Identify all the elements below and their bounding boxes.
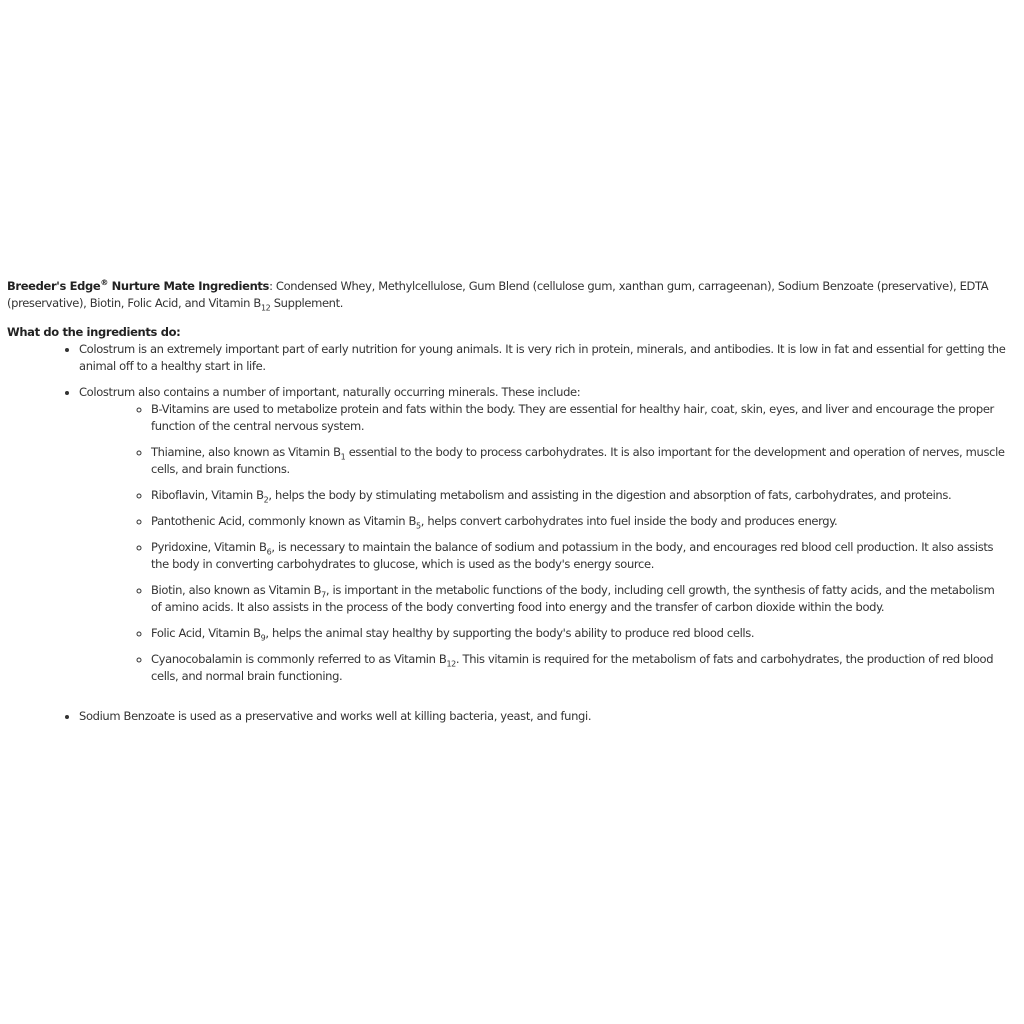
sublist-item-folic-acid <box>151 625 1007 642</box>
sublist-item-text: , helps convert carbohydrates into fuel inside the body and produces energy. <box>420 514 838 528</box>
sublist-item-text: essential to the body to process carbohydrates. It is also important for the development and operation of nerves, muscle cells, and brain functions. <box>151 445 1005 476</box>
sublist-item-riboflavin <box>151 487 1007 504</box>
list-item-colostrum <box>79 341 1007 375</box>
ingredients-list-end: Supplement. <box>270 296 344 310</box>
sublist-item-text: , is necessary to maintain the balance of sodium and potassium in the body, and encourages red blood cell production. It also assists the body in converting carbohydrates to glucose, which is used as the body's energy source. <box>151 540 994 571</box>
sublist-item-text: . This vitamin is required for the metabolism of fats and carbohydrates, the production of red blood cells, and normal brain functioning. <box>151 652 994 683</box>
vitamin-subscript: 2 <box>263 495 269 505</box>
sublist-item-text: Thiamine, also known as Vitamin B <box>151 445 341 459</box>
list-item-text: Colostrum also contains a number of important, naturally occurring minerals. These include: <box>79 385 581 399</box>
vitamin-subscript: 5 <box>416 521 421 531</box>
sublist-item-text: Cyanocobalamin is commonly referred to as Vitamin B <box>151 652 447 666</box>
ingredients-paragraph <box>7 278 1007 312</box>
sublist-item-text: Pantothenic Acid, commonly known as Vitamin B <box>151 514 417 528</box>
ingredients-heading <box>7 279 269 293</box>
vitamin-subscript: 6 <box>266 547 272 557</box>
minerals-sublist <box>79 401 1007 685</box>
ingredients-list-text: Condensed Whey, Methylcellulose, Gum Blend (cellulose gum, xanthan gum, carrageenan), Sodium Benzoate (preservative), EDTA (preservative), Biotin, Folic Acid, and Vitamin B <box>7 279 989 310</box>
product-label: Nurture Mate Ingredients <box>107 279 270 293</box>
list-item-text: Colostrum is an extremely important part of early nutrition for young animals. It is very rich in protein, minerals, and antibodies. It is low in fat and essential for getting the animal off to a healthy start in life. <box>79 342 1006 373</box>
list-item-minerals <box>79 384 1007 685</box>
sublist-item-b-vitamins <box>151 401 1007 435</box>
ingredients-colon: : <box>269 279 273 293</box>
sublist-item-text: , helps the animal stay healthy by supporting the body's ability to produce red blood cells. <box>265 626 755 640</box>
vitamin-subscript: 1 <box>340 452 346 462</box>
vitamin-subscript: 7 <box>321 590 326 600</box>
sublist-item-text: Folic Acid, Vitamin B <box>151 626 261 640</box>
vitamin-subscript: 12 <box>260 303 271 313</box>
sublist-item-text: Pyridoxine, Vitamin B <box>151 540 267 554</box>
sublist-item-text: , is important in the metabolic functions of the body, including cell growth, the synthesis of fatty acids, and the metabolism of amino acids. It also assists in the process of the body converting food into energy and the transfer of carbon dioxide within the body. <box>151 583 995 614</box>
vitamin-subscript: 12 <box>446 659 456 669</box>
list-item-sodium-benzoate <box>79 708 1007 725</box>
sublist-item-text: , helps the body by stimulating metabolism and assisting in the digestion and absorption of fats, carbohydrates, and proteins. <box>268 488 952 502</box>
sublist-item-text: B-Vitamins are used to metabolize protein and fats within the body. They are essential for healthy hair, coat, skin, eyes, and liver and encourage the proper function of the central nervous system. <box>151 402 994 433</box>
registered-mark: ® <box>100 278 108 288</box>
sublist-item-thiamine <box>151 444 1007 478</box>
sublist-item-pantothenic-acid <box>151 513 1007 530</box>
brand-name: Breeder's Edge <box>7 279 101 293</box>
sublist-item-cyanocobalamin <box>151 651 1007 685</box>
section-question: What do the ingredients do: <box>7 325 181 339</box>
vitamin-subscript: 9 <box>260 633 266 643</box>
product-description <box>7 278 1007 734</box>
list-item-text: Sodium Benzoate is used as a preservative and works well at killing bacteria, yeast, and fungi. <box>79 709 592 723</box>
ingredient-benefits-list <box>7 341 1007 725</box>
sublist-item-text: Biotin, also known as Vitamin B <box>151 583 322 597</box>
sublist-item-pyridoxine <box>151 539 1007 573</box>
sublist-item-text: Riboflavin, Vitamin B <box>151 488 264 502</box>
sublist-item-biotin <box>151 582 1007 616</box>
